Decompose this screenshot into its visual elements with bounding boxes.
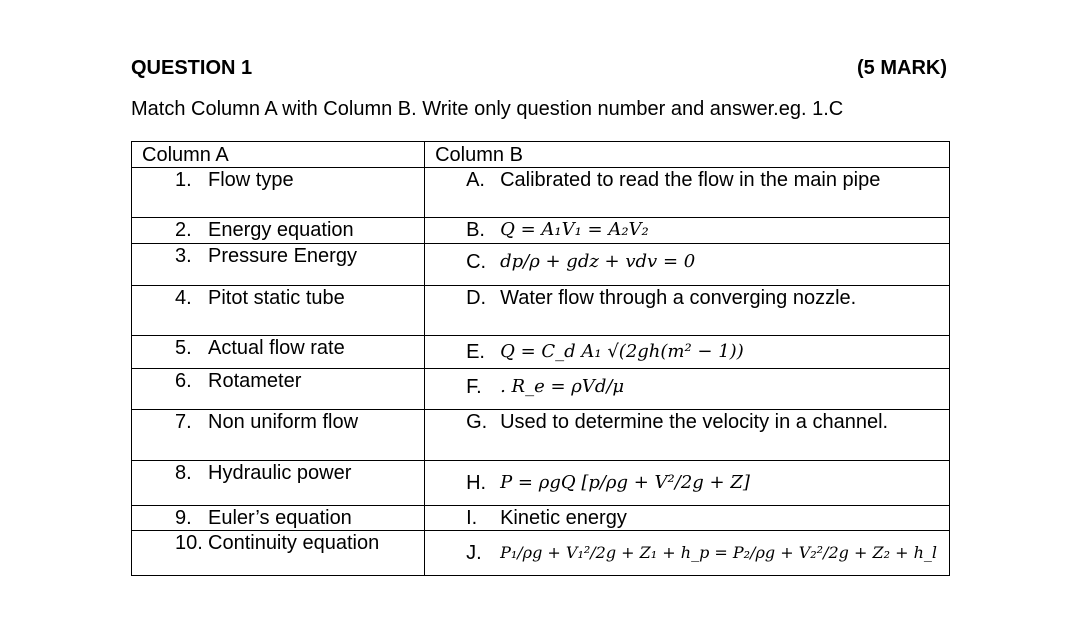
column-a-item (132, 369, 424, 393)
item-text: Kinetic energy (500, 507, 627, 529)
column-b-cell (425, 218, 950, 244)
item-text: Pitot static tube (208, 287, 345, 309)
item-letter: A. (466, 169, 485, 191)
item-text: Hydraulic power (208, 462, 352, 484)
column-b-item (425, 336, 949, 364)
item-text: Energy equation (208, 219, 354, 241)
euler-formula: dp/ρ + gdz + vdv = 0 (500, 251, 696, 272)
item-letter: C. (466, 251, 487, 273)
hydraulic-power-formula: P = ρgQ [p/ρg + V²/2g + Z] (500, 472, 750, 493)
table-row (132, 461, 950, 506)
item-number: 10. (175, 532, 203, 554)
column-a-cell (132, 369, 425, 410)
column-a-item (132, 336, 424, 360)
column-b-item (425, 168, 949, 192)
bernoulli-formula: P₁/ρg + V₁²/2g + Z₁ + h_p = P₂/ρg + V₂²/2g + Z₂ + h_l (500, 543, 937, 562)
item-number: 5. (175, 337, 192, 359)
item-text: Flow type (208, 169, 294, 191)
column-b-item (425, 369, 949, 399)
table-row (132, 244, 950, 286)
column-a-cell (132, 531, 425, 576)
column-b-cell (425, 286, 950, 336)
question-instruction: Match Column A with Column B. Write only question number and answer.eg. 1.C (131, 98, 844, 120)
item-letter: D. (466, 287, 487, 309)
column-a-cell (132, 410, 425, 461)
item-letter: J. (466, 542, 482, 564)
column-b-cell (425, 369, 950, 410)
table-row (132, 369, 950, 410)
column-a-item (132, 244, 424, 268)
item-number: 9. (175, 507, 192, 529)
column-b-item (425, 506, 949, 530)
matching-table (131, 141, 950, 576)
table-row (132, 286, 950, 336)
column-a-cell (132, 286, 425, 336)
column-b-cell (425, 506, 950, 531)
item-letter: G. (466, 411, 488, 433)
item-number: 1. (175, 169, 192, 191)
column-a-item (132, 531, 424, 555)
column-a-cell (132, 168, 425, 218)
item-text: Non uniform flow (208, 411, 359, 433)
item-letter: F. (466, 376, 482, 398)
item-letter: I. (466, 507, 478, 529)
column-a-cell (132, 218, 425, 244)
item-number: 2. (175, 219, 192, 241)
item-letter: H. (466, 472, 487, 494)
item-letter: B. (466, 219, 485, 241)
column-b-item (425, 244, 949, 274)
column-b-item (425, 461, 949, 495)
item-text: Rotameter (208, 370, 302, 392)
table-row (132, 506, 950, 531)
table-row (132, 168, 950, 218)
venturi-flow-formula: Q = C_d A₁ √(2gh(m² − 1)) (500, 341, 744, 362)
reynolds-formula: . R_e = ρVd/μ (500, 376, 625, 397)
column-b-item (425, 286, 949, 310)
table-header-row (132, 142, 950, 168)
table-row (132, 410, 950, 461)
column-b-header-cell (425, 142, 950, 168)
item-number: 7. (175, 411, 192, 433)
column-a-item (132, 218, 424, 242)
item-text: Pressure Energy (208, 245, 357, 267)
column-b-cell (425, 336, 950, 369)
item-text: Actual flow rate (208, 337, 345, 359)
column-a-item (132, 461, 424, 485)
column-b-cell (425, 244, 950, 286)
column-a-header-cell (132, 142, 425, 168)
item-text: Calibrated to read the flow in the main pipe (500, 169, 881, 191)
item-text: Continuity equation (208, 532, 380, 554)
column-b-cell (425, 461, 950, 506)
item-number: 3. (175, 245, 192, 267)
item-letter: E. (466, 341, 485, 363)
column-b-cell (425, 531, 950, 576)
column-a-cell (132, 461, 425, 506)
item-text: Water flow through a converging nozzle. (500, 287, 857, 309)
table-row (132, 218, 950, 244)
question-header (131, 57, 947, 80)
column-b-item (425, 531, 949, 565)
column-b-header: Column B (435, 144, 523, 166)
column-a-cell (132, 506, 425, 531)
column-a-cell (132, 336, 425, 369)
column-a-item (132, 286, 424, 310)
column-b-item (425, 410, 949, 434)
item-text: Used to determine the velocity in a channel. (500, 411, 889, 433)
column-a-cell (132, 244, 425, 286)
column-a-header: Column A (142, 144, 229, 166)
column-a-item (132, 168, 424, 192)
item-number: 4. (175, 287, 192, 309)
continuity-formula: Q = A₁V₁ = A₂V₂ (500, 219, 649, 240)
table-row (132, 336, 950, 369)
question-title: QUESTION 1 (131, 57, 253, 79)
column-a-item (132, 506, 424, 530)
column-b-cell (425, 410, 950, 461)
column-b-cell (425, 168, 950, 218)
column-b-item (425, 218, 949, 242)
item-number: 6. (175, 370, 192, 392)
item-text: Euler’s equation (208, 507, 352, 529)
table-row (132, 531, 950, 576)
column-a-item (132, 410, 424, 434)
item-number: 8. (175, 462, 192, 484)
question-marks: (5 MARK) (857, 57, 947, 79)
